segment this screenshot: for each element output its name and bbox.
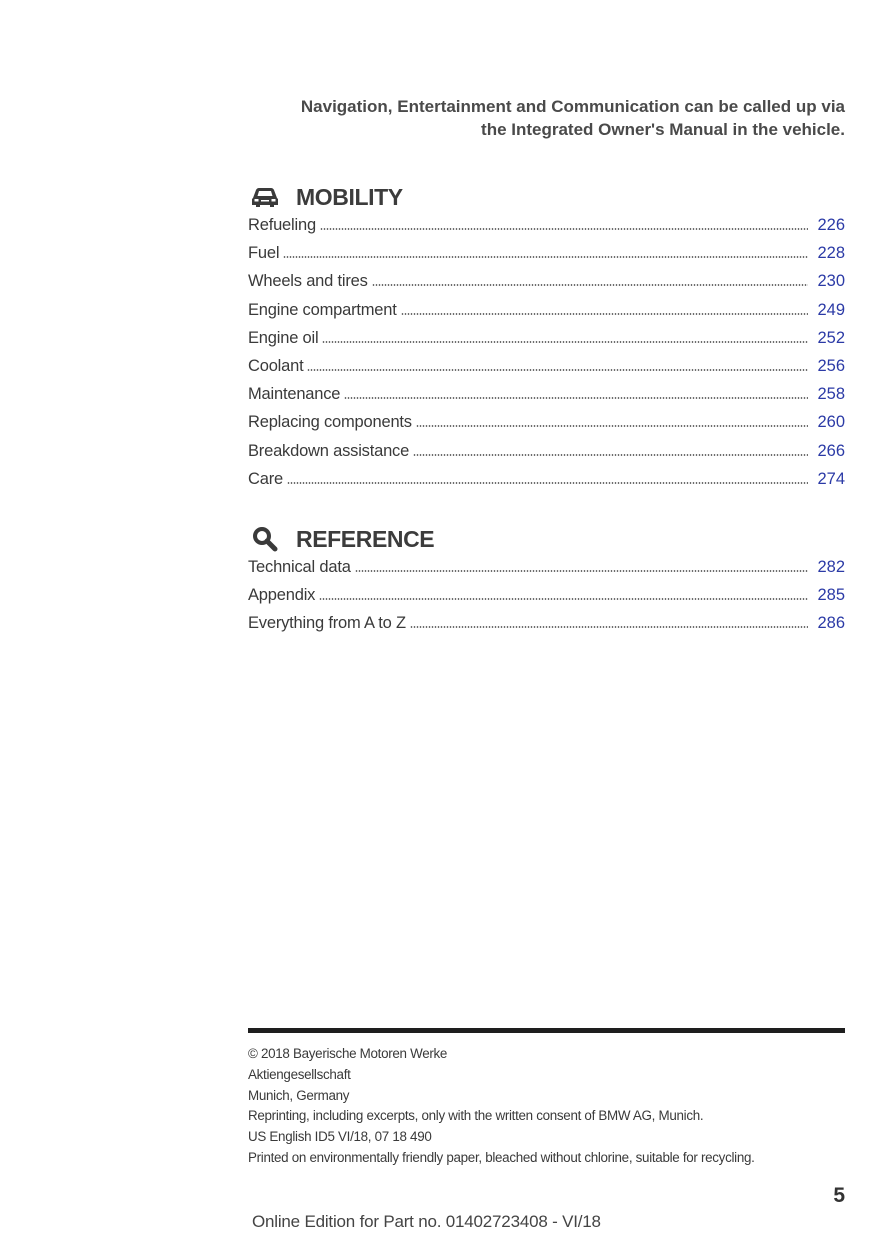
toc-entry[interactable] xyxy=(248,272,845,300)
toc-entry-label: Maintenance xyxy=(248,385,341,404)
toc-entry[interactable] xyxy=(248,413,845,441)
section-heading-reference xyxy=(248,524,434,554)
toc-entry[interactable] xyxy=(248,558,845,586)
toc-entry-label: Coolant xyxy=(248,356,304,375)
toc-entry-label: Everything from A to Z xyxy=(248,614,406,633)
toc-entry[interactable] xyxy=(248,329,845,357)
dot-leader xyxy=(287,482,808,484)
footer-divider xyxy=(248,1028,845,1033)
toc-page-link[interactable]: 249 xyxy=(817,300,845,319)
imprint-line: Munich, Germany xyxy=(248,1087,350,1103)
toc-page-link[interactable]: 228 xyxy=(817,244,845,263)
toc-list-reference xyxy=(248,558,845,643)
imprint-line: Reprinting, including excerpts, only with the written consent of BMW AG, Munich. xyxy=(248,1108,704,1124)
toc-entry-label: Care xyxy=(248,469,283,488)
toc-page-link[interactable]: 286 xyxy=(817,614,845,633)
toc-entry-label: Engine oil xyxy=(248,328,319,347)
dot-leader xyxy=(319,598,808,600)
toc-page-link[interactable]: 258 xyxy=(817,385,845,404)
toc-entry-label: Technical data xyxy=(248,558,351,576)
toc-page-link[interactable]: 256 xyxy=(817,356,845,375)
toc-page-link[interactable]: 226 xyxy=(817,216,845,234)
toc-entry-label: Wheels and tires xyxy=(248,272,368,291)
intro-note xyxy=(248,95,845,141)
imprint-line: © 2018 Bayerische Motoren Werke xyxy=(248,1046,448,1061)
dot-leader xyxy=(344,397,808,399)
dot-leader xyxy=(413,454,808,456)
toc-entry-label: Appendix xyxy=(248,586,316,605)
dot-leader xyxy=(372,284,808,286)
toc-entry[interactable] xyxy=(248,442,845,470)
dot-leader xyxy=(401,313,808,315)
imprint-line: US English ID5 VI/18, 07 18 490 xyxy=(248,1129,432,1145)
imprint-line: Aktiengesellschaft xyxy=(248,1066,351,1082)
toc-entry-label: Engine compartment xyxy=(248,300,397,319)
toc-page-link[interactable]: 285 xyxy=(817,586,845,605)
online-edition-note: Online Edition for Part no. 01402723408 - VI/18 xyxy=(252,1212,601,1231)
imprint-line: Printed on environmentally friendly paper, bleached without chlorine, suitable for recycling. xyxy=(248,1149,755,1165)
toc-page-link[interactable]: 252 xyxy=(817,328,845,347)
dot-leader xyxy=(283,256,808,258)
dot-leader xyxy=(320,228,808,230)
intro-line-1: Navigation, Entertainment and Communication can be called up via xyxy=(300,97,845,116)
toc-entry-label: Breakdown assistance xyxy=(248,441,410,460)
dot-leader xyxy=(307,369,808,371)
toc-entry-label: Refueling xyxy=(248,216,316,234)
toc-entry[interactable] xyxy=(248,301,845,329)
section-heading-mobility xyxy=(248,182,403,212)
toc-entry-label: Fuel xyxy=(248,244,280,263)
dot-leader xyxy=(322,341,808,343)
dot-leader xyxy=(410,626,808,628)
section-title-reference: REFERENCE xyxy=(296,525,435,552)
toc-list-mobility xyxy=(248,216,845,498)
intro-line-2: the Integrated Owner's Manual in the vehicle. xyxy=(481,120,845,139)
page-number: 5 xyxy=(833,1184,845,1207)
toc-entry[interactable] xyxy=(248,470,845,498)
toc-entry[interactable] xyxy=(248,216,845,244)
toc-entry[interactable] xyxy=(248,586,845,614)
magnifier-icon xyxy=(248,526,282,552)
toc-page-link[interactable]: 282 xyxy=(817,558,845,576)
toc-entry[interactable] xyxy=(248,357,845,385)
car-icon xyxy=(248,184,282,210)
dot-leader xyxy=(416,425,808,427)
toc-entry[interactable] xyxy=(248,244,845,272)
toc-entry-label: Replacing components xyxy=(248,413,412,432)
toc-page-link[interactable]: 274 xyxy=(817,469,845,488)
section-title-mobility: MOBILITY xyxy=(296,183,403,210)
toc-entry[interactable] xyxy=(248,385,845,413)
toc-page-link[interactable]: 230 xyxy=(817,272,845,291)
toc-page-link[interactable]: 266 xyxy=(817,441,845,460)
toc-entry[interactable] xyxy=(248,614,845,642)
toc-page-link[interactable]: 260 xyxy=(817,413,845,432)
dot-leader xyxy=(355,570,808,572)
imprint xyxy=(248,1044,845,1169)
